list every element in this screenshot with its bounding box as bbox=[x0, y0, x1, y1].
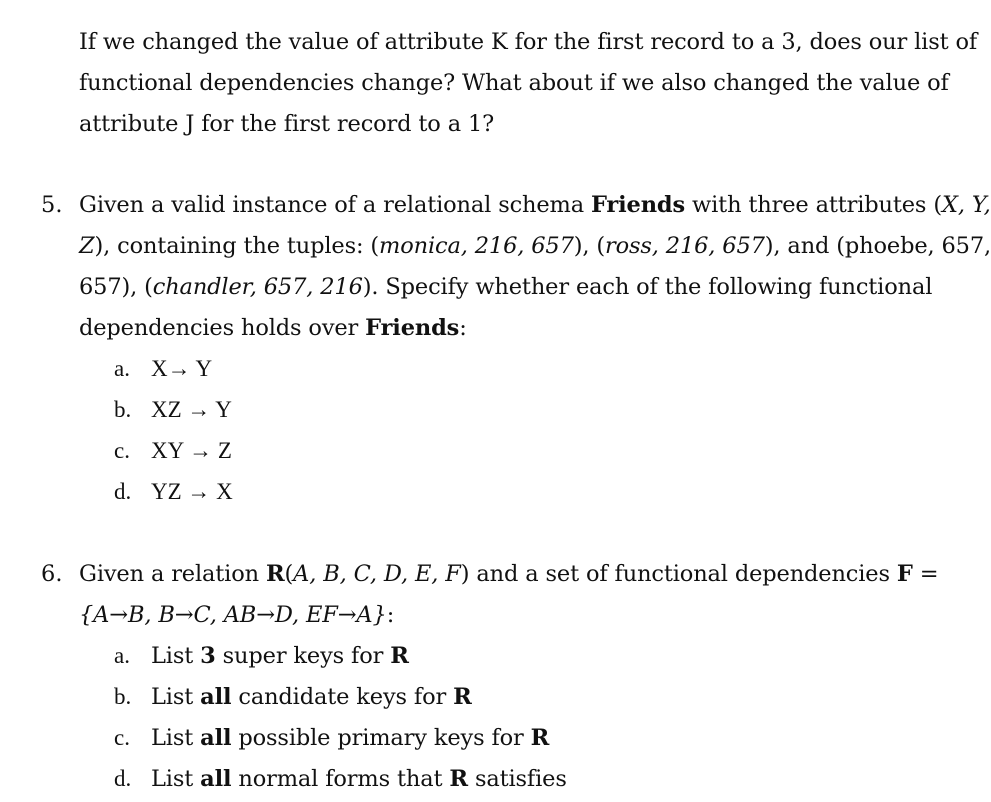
q6-item-c: List all possible primary keys for R bbox=[151, 725, 550, 751]
intro-line-2: functional dependencies change? What about if we also changed the value of bbox=[79, 70, 949, 96]
q5-item-d: YZ → X bbox=[151, 479, 233, 504]
fd-set: {A→B, B→C, AB→D, EF→A} bbox=[79, 602, 387, 628]
q6-line-2: {A→B, B→C, AB→D, EF→A}: bbox=[79, 602, 395, 628]
q5-item-d-label: d. bbox=[114, 479, 132, 504]
intro-line-3: attribute J for the first record to a 1? bbox=[79, 111, 495, 137]
q5-item-b-label: b. bbox=[114, 397, 132, 422]
q5-number: 5. bbox=[41, 192, 63, 218]
q6-item-a: List 3 super keys for R bbox=[151, 643, 409, 669]
q6-item-c-label: c. bbox=[114, 725, 130, 750]
q6-item-b-label: b. bbox=[114, 684, 132, 709]
q5-line-1: Given a valid instance of a relational schema Friends with three attributes (X, Y, bbox=[79, 192, 991, 218]
intro-line-1: If we changed the value of attribute K for the first record to a 3, does our list of bbox=[79, 29, 978, 55]
q5-line-2: Z), containing the tuples: (monica, 216, 657), (ross, 216, 657), and (phoebe, 657, bbox=[79, 233, 991, 259]
q5-item-a-label: a. bbox=[114, 356, 130, 381]
q6-item-a-label: a. bbox=[114, 643, 130, 668]
q5-item-c: XY → Z bbox=[151, 438, 232, 463]
q6-item-d-label: d. bbox=[114, 766, 132, 791]
q5-line-3: 657), (chandler, 657, 216). Specify whether each of the following functional bbox=[79, 274, 933, 300]
q5-item-b: XZ → Y bbox=[151, 397, 232, 422]
schema-name: Friends bbox=[591, 192, 686, 218]
q5-line-4: dependencies holds over Friends: bbox=[79, 315, 467, 341]
q5-item-c-label: c. bbox=[114, 438, 130, 463]
q6-line-1: Given a relation R(A, B, C, D, E, F) and a set of functional dependencies F = bbox=[79, 561, 939, 587]
q6-item-b: List all candidate keys for R bbox=[151, 684, 472, 710]
q6-item-d: List all normal forms that R satisfies bbox=[151, 766, 567, 792]
q5-item-a: X→ Y bbox=[151, 356, 213, 381]
q6-number: 6. bbox=[41, 561, 63, 587]
